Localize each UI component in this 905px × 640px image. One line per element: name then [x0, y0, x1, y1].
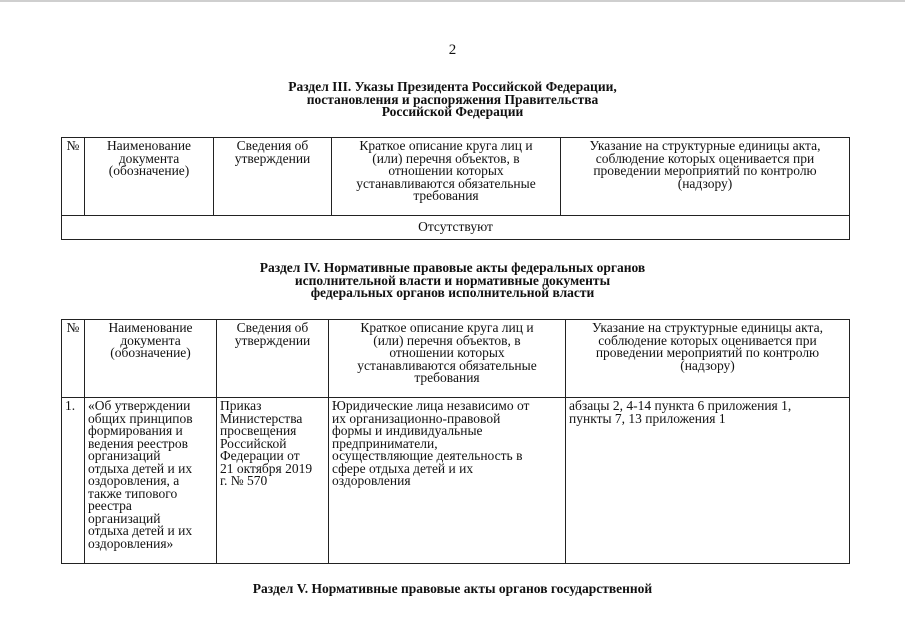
column-header-structural-units: Указание на структурные единицы акта, соблюдение которых оценивается при проведении мероприятий по контролю (надзору) — [561, 138, 850, 216]
page-number: 2 — [448, 42, 457, 58]
document-name-cell: «Об утверждении общих принципов формирования и ведения реестров организаций отдыха детей и их оздоровления, а также типового реестра организаций отдыха детей и их оздоровления» — [85, 398, 217, 564]
table-row — [62, 398, 850, 564]
section3-header-row — [62, 138, 850, 216]
column-header-approval-info: Сведения об утверждении — [217, 320, 329, 398]
row-number-cell: 1. — [62, 398, 85, 564]
section3-title-line: постановления и распоряжения Правительства — [306, 91, 599, 107]
column-header-number: № — [62, 138, 85, 216]
section5-title-line: Раздел V. Нормативные правовые акты органов государственной — [252, 581, 653, 596]
section4-title-line: исполнительной власти и нормативные документы — [294, 272, 611, 288]
section4-header-row — [62, 320, 850, 398]
column-header-approval-info: Сведения об утверждении — [214, 138, 332, 216]
top-page-edge — [0, 0, 905, 2]
column-header-number: № — [62, 320, 85, 398]
section3-title-line: Российской Федерации — [381, 104, 524, 119]
section4-table — [61, 319, 850, 564]
column-header-description: Краткое описание круга лиц и (или) перечня объектов, в отношении которых устанавливаются обязательные требования — [332, 138, 561, 216]
column-header-description: Краткое описание круга лиц и (или) перечня объектов, в отношении которых устанавливаются обязательные требования — [329, 320, 566, 398]
section5-title — [0, 583, 905, 596]
section4-title-line: Раздел IV. Нормативные правовые акты федеральных органов — [259, 260, 646, 275]
column-header-structural-units: Указание на структурные единицы акта, соблюдение которых оценивается при проведении мероприятий по контролю (надзору) — [566, 320, 850, 398]
section4-title-line: федеральных органов исполнительной власти — [310, 285, 595, 300]
section3-title — [0, 81, 905, 119]
section3-table — [61, 137, 850, 240]
section3-empty-row — [62, 216, 850, 240]
description-cell: Юридические лица независимо от их организационно-правовой формы и индивидуальные предприниматели, осуществляющие деятельность в сфере отдыха детей и их оздоровления — [329, 398, 566, 564]
column-header-document-name: Наименование документа (обозначение) — [85, 320, 217, 398]
empty-notice: Отсутствуют — [62, 216, 850, 240]
structural-units-cell: абзацы 2, 4-14 пункта 6 приложения 1, пункты 7, 13 приложения 1 — [566, 398, 850, 564]
section4-title — [0, 262, 905, 300]
section3-title-line: Раздел III. Указы Президента Российской Федерации, — [288, 79, 617, 94]
column-header-document-name: Наименование документа (обозначение) — [85, 138, 214, 216]
approval-info-cell: Приказ Министерства просвещения Российской Федерации от 21 октября 2019 г. № 570 — [217, 398, 329, 564]
